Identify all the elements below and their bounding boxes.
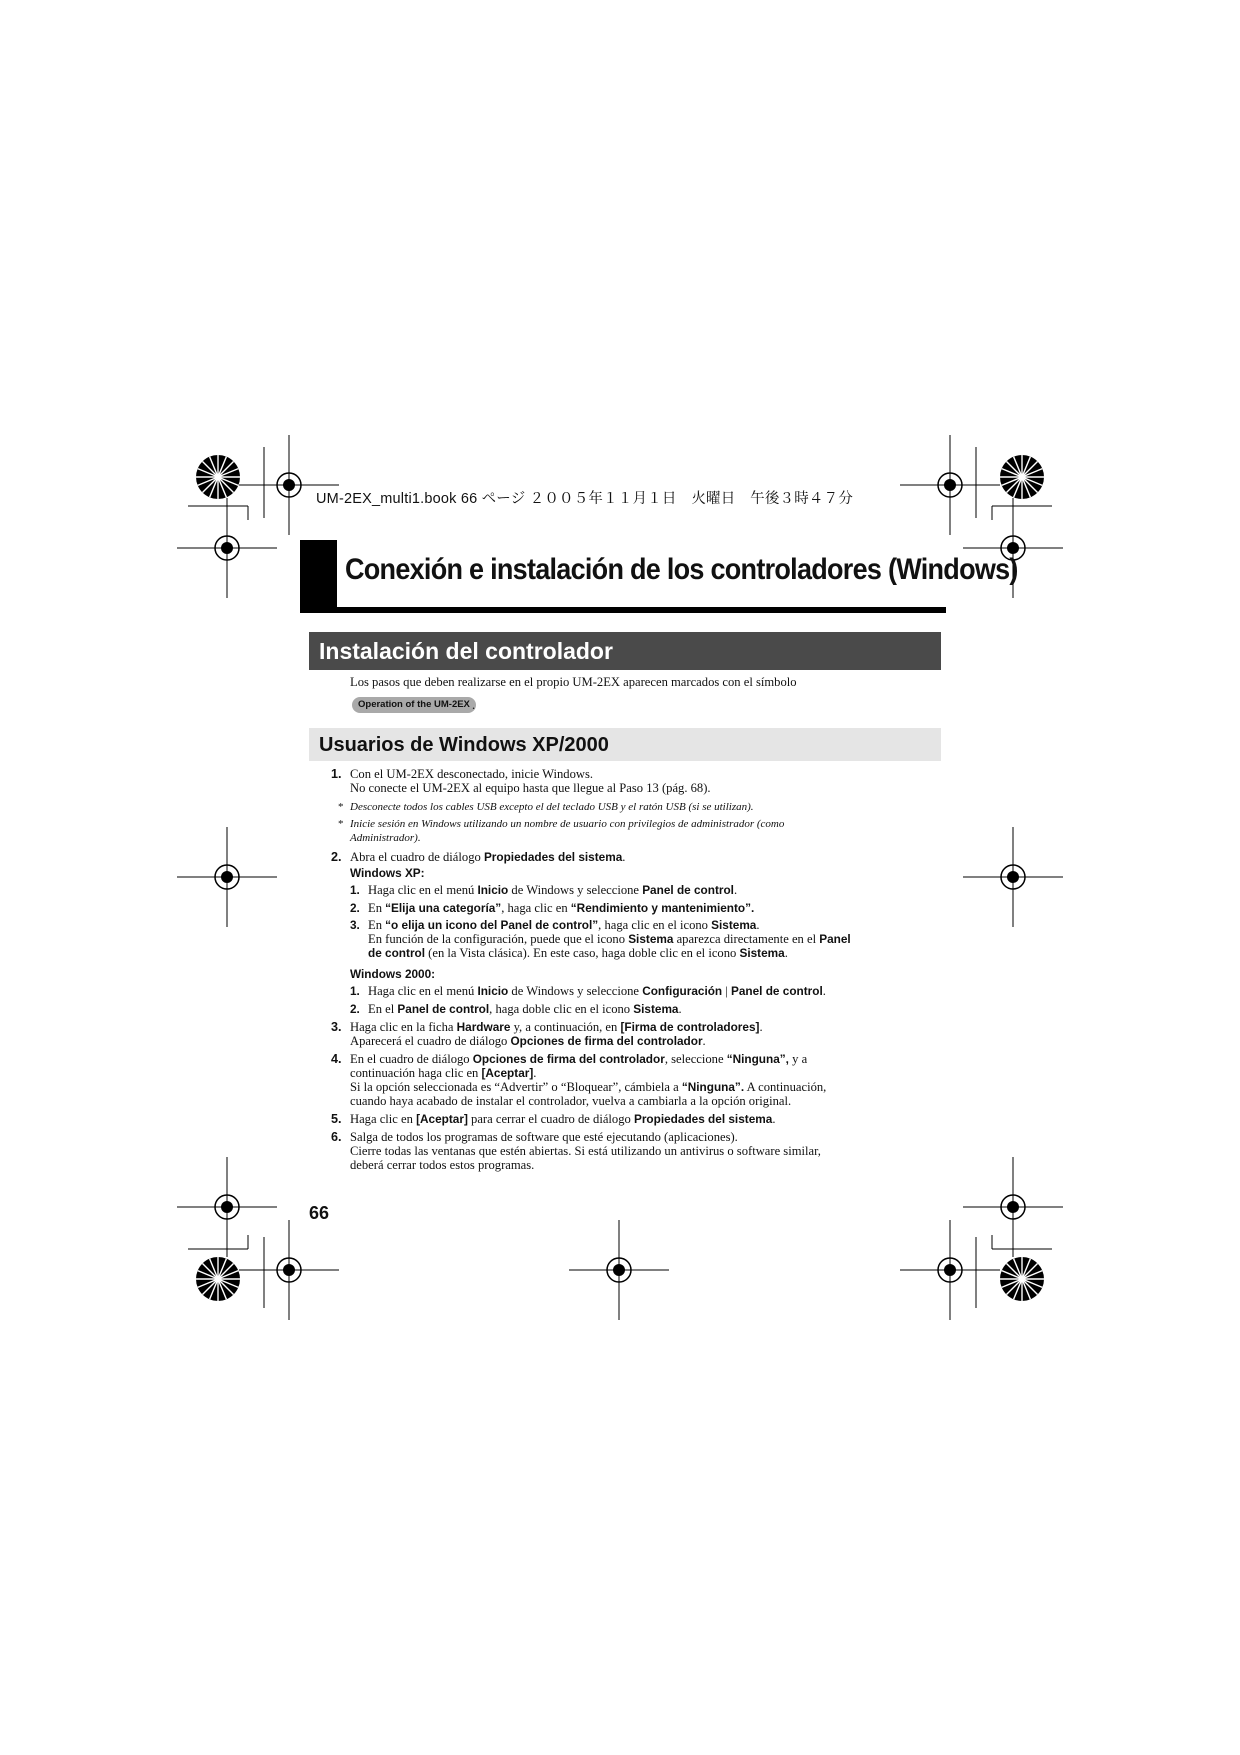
step-text: Cierre todas las ventanas que estén abiertas. Si está utilizando un antivirus o software similar, (350, 1144, 821, 1158)
step-number: 6. (331, 1130, 342, 1144)
note-text: Desconecte todos los cables USB excepto el del teclado USB y el ratón USB (si se utilizan). (350, 801, 754, 813)
substep-text: Haga clic en el menú Inicio de Windows y seleccione Panel de control. (368, 883, 738, 897)
step-text: continuación haga clic en [Aceptar]. (350, 1066, 537, 1080)
substep-text: En función de la configuración, puede que el icono Sistema aparezca directamente en el Panel (368, 932, 851, 946)
substep-text: de control (en la Vista clásica). En este caso, haga doble clic en el icono Sistema. (368, 946, 788, 960)
operation-badge: Operation of the UM-2EX (352, 697, 476, 713)
step-text: cuando haya acabado de instalar el controlador, vuelva a cambiarla a la opción original. (350, 1094, 792, 1108)
step-text: Salga de todos los programas de software que esté ejecutando (aplicaciones). (350, 1130, 738, 1144)
substep-number: 2. (350, 1002, 360, 1016)
step-text: Abra el cuadro de diálogo Propiedades del sistema. (350, 850, 626, 864)
title-rule (300, 607, 946, 613)
note-mark: * (338, 818, 344, 830)
page-number: 66 (309, 1203, 330, 1223)
step-number: 3. (331, 1020, 342, 1034)
step-number: 2. (331, 850, 342, 864)
title-block (300, 540, 337, 613)
step-text: Con el UM-2EX desconectado, inicie Windows. (350, 767, 594, 781)
step-text: deberá cerrar todos estos programas. (350, 1158, 535, 1172)
substep-text: En “Elija una categoría”, haga clic en “Rendimiento y mantenimiento”. (368, 901, 755, 915)
section-title: Instalación del controlador (309, 632, 941, 670)
step-text: No conecte el UM-2EX al equipo hasta que llegue al Paso 13 (pág. 68). (350, 781, 711, 795)
step-text: Haga clic en [Aceptar] para cerrar el cuadro de diálogo Propiedades del sistema. (350, 1112, 776, 1126)
substep-number: 2. (350, 901, 360, 915)
windows-2000-heading: Windows 2000: (350, 967, 436, 981)
note-mark: * (338, 801, 344, 813)
step-number: 5. (331, 1112, 342, 1126)
note-text: Inicie sesión en Windows utilizando un nombre de usuario con privilegios de administrador (como (350, 818, 785, 830)
substep-number: 1. (350, 984, 360, 998)
step-text: Si la opción seleccionada es “Advertir” o “Bloquear”, cámbiela a “Ninguna”. A continuación, (350, 1080, 827, 1094)
substep-number: 1. (350, 883, 360, 897)
substep-number: 3. (350, 918, 360, 932)
substep-text: En “o elija un icono del Panel de control”, haga clic en el icono Sistema. (368, 918, 760, 932)
windows-xp-heading: Windows XP: (350, 866, 425, 880)
substep-text: Haga clic en el menú Inicio de Windows y seleccione Configuración | Panel de control. (368, 984, 826, 998)
note-text: Administrador). (350, 832, 421, 844)
page-title: Conexión e instalación de los controladores (Windows) (345, 553, 1018, 586)
step-text: Aparecerá el cuadro de diálogo Opciones de firma del controlador. (350, 1034, 706, 1048)
print-header: UM-2EX_multi1.book 66 ページ ２００５年１１月１日 火曜日 午後３時４７分 (316, 491, 854, 507)
step-text: En el cuadro de diálogo Opciones de firma del controlador, seleccione “Ninguna”, y a (350, 1052, 808, 1066)
step-text: Haga clic en la ficha Hardware y, a continuación, en [Firma de controladores]. (350, 1020, 763, 1034)
step-number: 1. (331, 767, 342, 781)
intro-text: Los pasos que deben realizarse en el propio UM-2EX aparecen marcados con el símbolo (350, 675, 797, 689)
subsection-title: Usuarios de Windows XP/2000 (309, 728, 941, 761)
badge-suffix: . (472, 698, 476, 712)
substep-text: En el Panel de control, haga doble clic en el icono Sistema. (368, 1002, 682, 1016)
step-number: 4. (331, 1052, 342, 1066)
